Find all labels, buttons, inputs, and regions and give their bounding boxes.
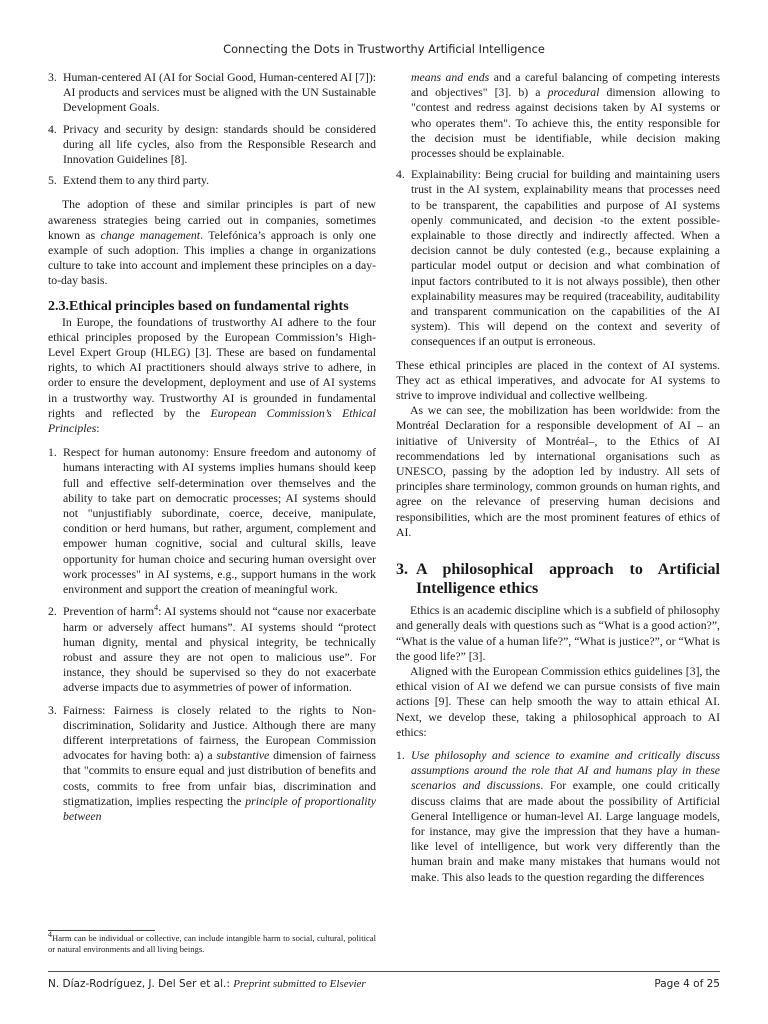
left-column — [48, 70, 376, 824]
page-number: Page 4 of 25 — [654, 978, 720, 990]
paragraph-ethical-imperatives: These ethical principles are placed in the context of AI systems. They act as ethical imperatives, and advocate for AI systems to strive to improve individual and collective wellbeing. — [396, 358, 720, 403]
list-number: 1. — [396, 748, 405, 762]
list-number: 4. — [48, 122, 57, 136]
ethical-principles-list — [48, 445, 376, 824]
footer-divider — [48, 971, 720, 972]
list-item — [48, 122, 376, 168]
paragraph-ethics-definition: Ethics is an academic discipline which is a subfield of philosophy and generally deals with questions such as “What is a good action?”, “What is the value of a human life?”, “What is justice?”, or “What is the good life?” [3]. — [396, 604, 720, 663]
footer-citation: N. Díaz-Rodríguez, J. Del Ser et al.: Preprint submitted to Elsevier — [48, 978, 366, 990]
paragraph-five-actions: Aligned with the European Commission ethics guidelines [3], the ethical vision of AI we defend we can pursue consists of five main actions [9]. These can help smooth the way to attain ethical AI. Next, we develop these, taking a philosophical approach to AI ethics: — [396, 664, 720, 739]
principles-list-continued — [48, 70, 376, 188]
section-heading-2-3 — [48, 298, 376, 315]
paragraph-ethical-principles: In Europe, the foundations of trustworthy AI adhere to the four ethical principles proposed by the European Commission’s High-Level Expert Group (HLEG) [3]. These are based on fundamental rights, to which AI practitioners should always strive to adhere, in order to ensure the development, deployment and use of AI systems in a trustworthy way. Trustworthy AI is grounded in fundamental rights and reflected by the European Commission’s Ethical Principles: — [48, 315, 376, 436]
list-number: 5. — [48, 174, 57, 188]
list-item — [396, 748, 720, 885]
list-item-text: Explainability: Being crucial for building and maintaining users trust in the AI system, explainability means that processes need to be transparent, the capabilities and purpose of AI systems openly communicated, and decision -to the extent possible- explainable to those directly and indirectly affected. When a decision cannot be duly contested (e.g., because explaining a particular model output or decision and what combination of input factors contributed to it is not always possible), then other explainability measures may be required (traceability, auditability and transparent communication on the capabilities of the AI system). This will depend on the context and severity of consequences if an output is erroneous. — [411, 168, 720, 349]
right-column — [396, 70, 720, 885]
list-item — [48, 173, 376, 188]
list-item-text: Privacy and security by design: standards should be considered during all life cycles, also from the Responsible Research and Innovation Guidelines [8]. — [63, 122, 376, 167]
list-item — [48, 70, 376, 116]
list-number: 4. — [396, 168, 405, 182]
list-number: 3. — [48, 71, 57, 84]
list-item — [396, 167, 720, 349]
list-item-text: Use philosophy and science to examine and critically discuss assumptions around the role that AI and humans play in these scenarios and discussions. For example, one could critically discuss claims that are made about the possibility of Artificial General Intelligence or human-level AI. Large language models, for instance, may give the impression that they have a human-like level of intelligence, but work very differently than the human brain and make many mistakes that humans would not make. This also leads to the question regarding the differences — [411, 748, 721, 884]
list-item-text: Extend them to any third party. — [63, 174, 210, 188]
footnote-divider — [48, 930, 155, 931]
running-header: Connecting the Dots in Trustworthy Artificial Intelligence — [223, 42, 545, 56]
footnote-number: 4 — [48, 930, 52, 940]
list-item-text: Human-centered AI (AI for Social Good, Human-centered AI [7]): AI products and services must be aligned with the UN Sustainable Development Goals. — [63, 71, 376, 115]
section-title: A philosophical approach to Artificial Intelligence ethics — [416, 561, 720, 598]
list-number: 2. — [48, 605, 57, 619]
section-title: Ethical principles based on fundamental rights — [69, 298, 349, 314]
paragraph-worldwide-mobilization: As we can see, the mobilization has been worldwide: from the Montréal Declaration for a responsible development of AI – an initiative of University of Montréal–, to the Ethics of AI recommendations led by international organisations such as UNESCO, passing by the adoption led by industry. All sets of principles share terminology, common grounds on human rights, and agree on the relevance of preserving human decisions and responsibilities, which are the most prominent features of ethics of AI. — [396, 404, 720, 539]
list-number: 1. — [48, 446, 57, 460]
list-item-text: Fairness: Fairness is closely related to the rights to Non-discrimination, Solidarity and Justice. Although there are many different interpretations of fairness, the European Commission advocates for having both: a) a substantive dimension of fairness that "commits to ensure equal and just distribution of benefits and costs, commits to free from unfair bias, discrimination and stigmatization, implies respecting the principle of proportionality between — [63, 703, 377, 823]
list-item — [48, 703, 376, 825]
section-number: 2.3. — [48, 298, 69, 314]
fairness-continued: means and ends and a careful balancing of competing interests and objectives" [3]. b) a procedural dimension allowing to "contest and redress against decisions taken by AI systems or who operates them". To achieve this, the entity responsible for the decision must be identifiable, while decision making processes should be explainable. — [411, 71, 721, 161]
footnote-mark: 4 — [154, 603, 159, 613]
footnote: $^4$Harm can be individual or collective, can include intangible harm to social, cultural, political or natural environments and all living beings. — [48, 930, 376, 954]
section-number: 3. — [396, 561, 408, 579]
list-number: 3. — [48, 703, 57, 717]
list-item — [48, 445, 376, 597]
list-item — [48, 604, 376, 695]
list-item-text: Prevention of harm$^4$: AI systems should not “cause nor exacerbate harm or adversely affect humans”. AI systems should “protect human dignity, mental and physical integrity, be technically robust and assure they are not open to malicious use”. For instance, they should be supervised so they do not exacerbate adverse impacts due to asymmetries of power of information. — [63, 603, 376, 695]
list-item-text: Respect for human autonomy: Ensure freedom and autonomy of humans interacting with AI systems implies humans should keep full and effective self-determination over themselves and the ability to take part on democratic processes; AI systems should not "unjustifiably subordinate, coerce, deceive, manipulate, condition or herd humans, but rather, argument, complement and empower human cognitive, social and cultural skills, leave opportunity for human choice and securing human oversight over work processes" in AI systems, e.g., support humans in the work environment and support the creation of meaningful work. — [63, 446, 376, 597]
paragraph-change-management: The adoption of these and similar principles is part of new awareness strategies being carried out in companies, sometimes known as change management. Telefónica’s approach is only one example of such adoption. This implies a change in organizations culture to take into account and implement these principles on a day-to-day basis. — [48, 198, 376, 288]
section-heading-3 — [396, 560, 720, 598]
